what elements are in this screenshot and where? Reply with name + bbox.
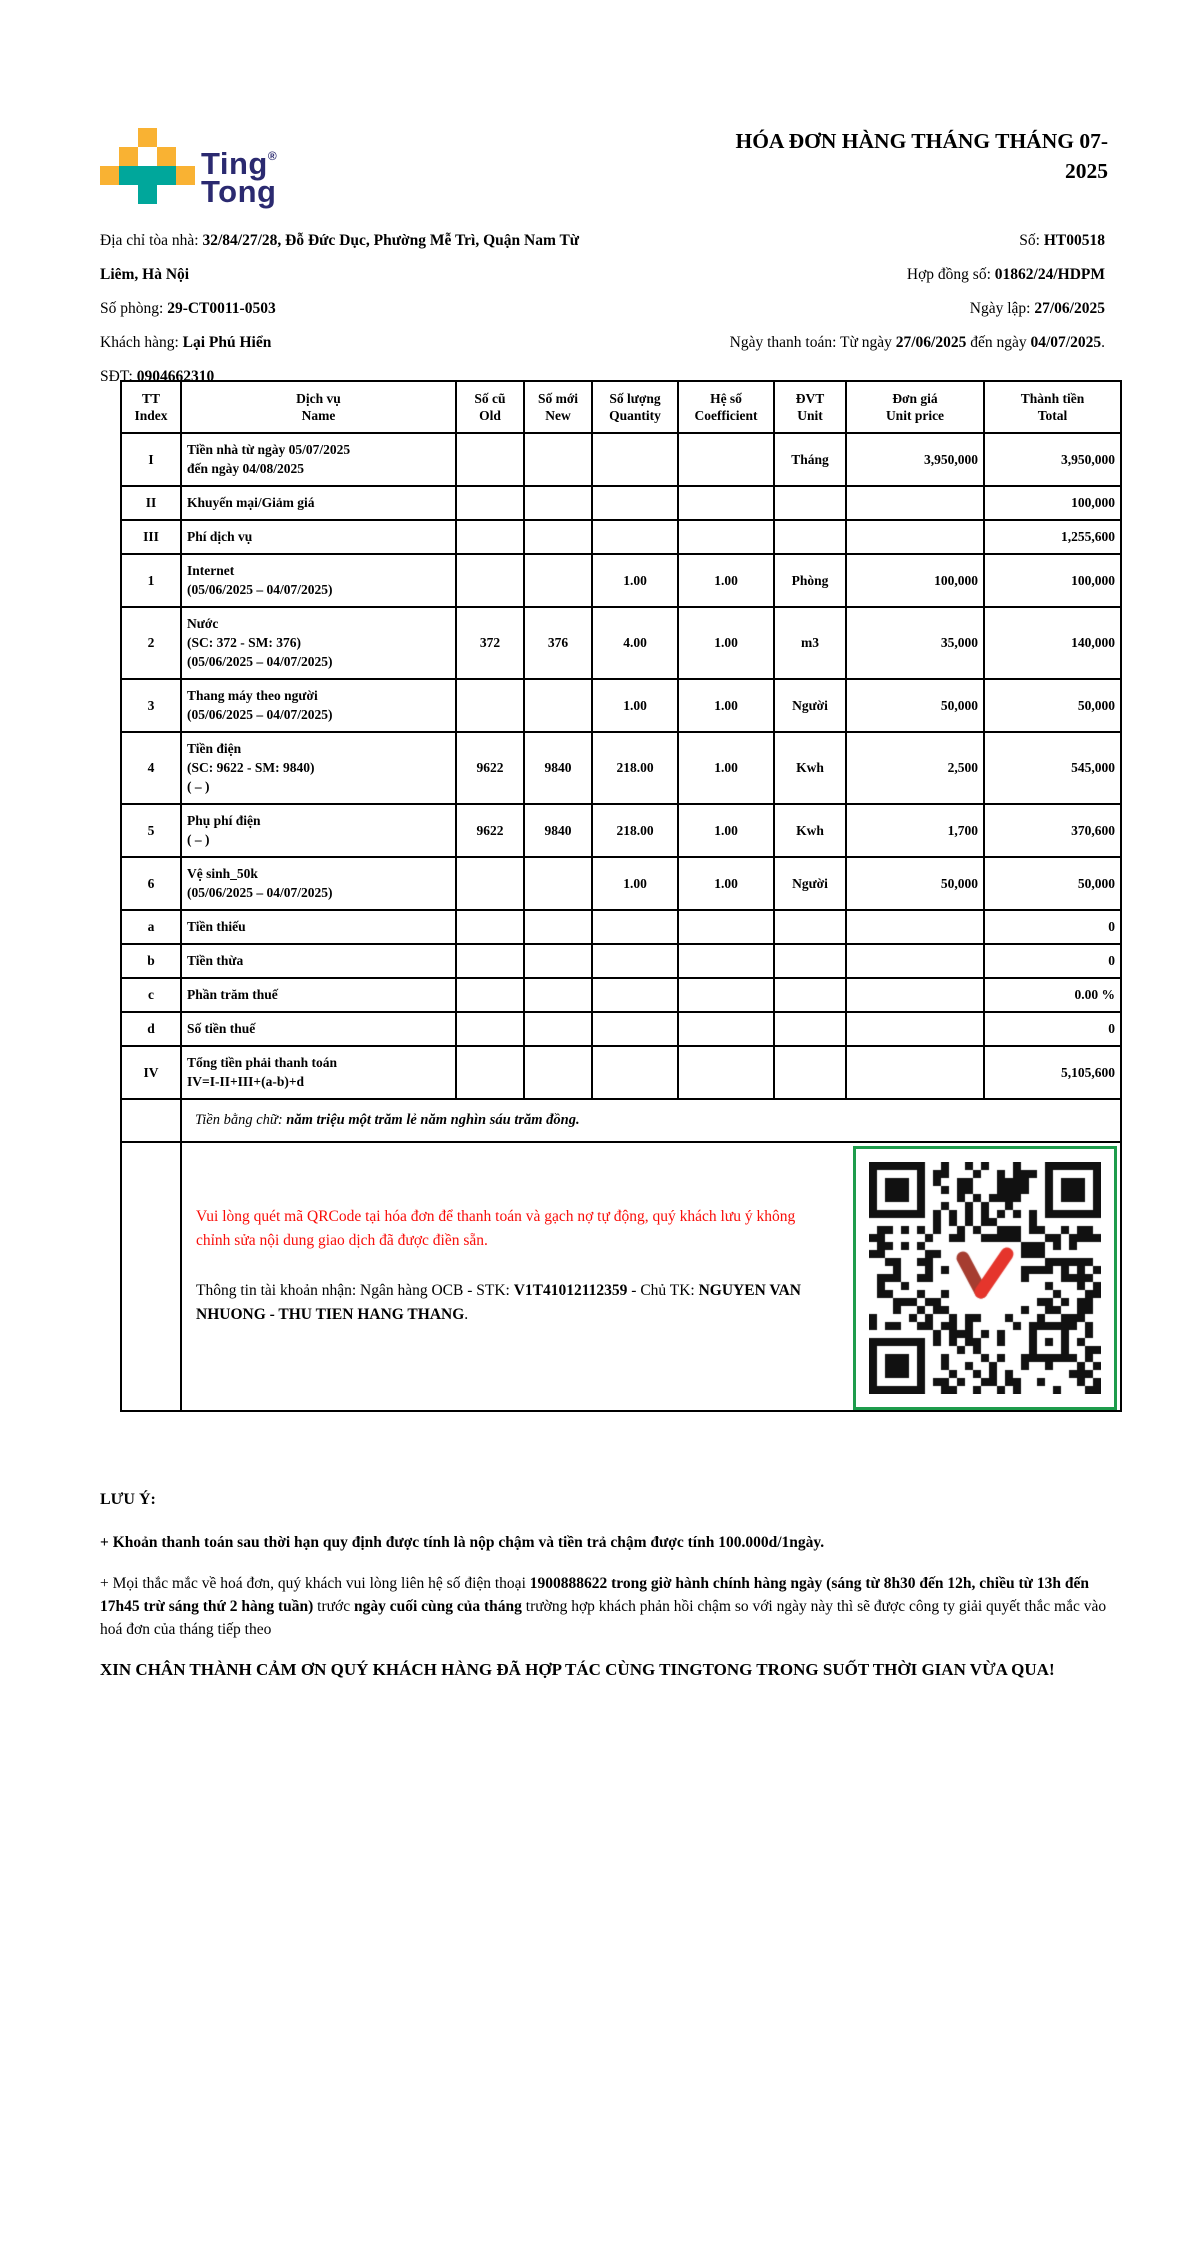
closing-thanks: XIN CHÂN THÀNH CẢM ƠN QUÝ KHÁCH HÀNG ĐÃ HỢP TÁC CÙNG TINGTONG TRONG SUỐT THỜI GIAN VỪA QUA! bbox=[100, 1660, 1055, 1679]
col-name: Dịch vụ Name bbox=[181, 381, 456, 433]
table-row: II Khuyến mại/Giảm giá 100,000 bbox=[121, 486, 1121, 520]
issue-date: Ngày lập: 27/06/2025 bbox=[969, 300, 1105, 317]
note-late-payment: + Khoản thanh toán sau thời hạn quy định được tính là nộp chậm và tiền trả chậm được tính 100.000d/1ngày. bbox=[100, 1534, 825, 1551]
table-row: c Phần trăm thuế 0.00 % bbox=[121, 978, 1121, 1012]
invoice-number: Số: HT00518 bbox=[1019, 232, 1105, 249]
table-row: IV Tổng tiền phải thanh toán IV=I-II+III+(a-b)+d 5,105,600 bbox=[121, 1046, 1121, 1099]
amount-in-words-row bbox=[121, 1099, 1121, 1142]
brand-line2: Tong bbox=[201, 174, 277, 209]
invoice-table-body bbox=[121, 433, 1121, 1099]
tingtong-logo-mark bbox=[100, 128, 195, 204]
table-row: 3 Thang máy theo người (05/06/2025 – 04/07/2025) 1.00 1.00 Người 50,000 50,000 bbox=[121, 679, 1121, 732]
registered-mark: ® bbox=[267, 149, 278, 163]
tingtong-logo bbox=[100, 128, 278, 209]
phone-number: SĐT: 0904662310 bbox=[100, 368, 215, 385]
table-row: 6 Vệ sinh_50k (05/06/2025 – 04/07/2025) 1.00 1.00 Người 50,000 50,000 bbox=[121, 857, 1121, 910]
qr-row bbox=[121, 1142, 1121, 1411]
qr-code-box bbox=[853, 1146, 1117, 1410]
table-row: b Tiền thừa 0 bbox=[121, 944, 1121, 978]
qr-note: Vui lòng quét mã QRCode tại hóa đơn để thanh toán và gạch nợ tự động, quý khách lưu ý không chỉnh sửa nội dung giao dịch đã được điền sẵn. bbox=[196, 1208, 796, 1249]
invoice-info bbox=[100, 224, 1105, 394]
amount-in-words: Tiền bằng chữ: năm triệu một trăm lẻ năm nghìn sáu trăm đồng. bbox=[181, 1099, 1121, 1142]
tingtong-wordmark bbox=[201, 142, 278, 209]
table-row: a Tiền thiếu 0 bbox=[121, 910, 1121, 944]
col-index: TT Index bbox=[121, 381, 181, 433]
table-row: 1 Internet (05/06/2025 – 04/07/2025) 1.00 1.00 Phòng 100,000 100,000 bbox=[121, 554, 1121, 607]
col-old: Số cũ Old bbox=[456, 381, 524, 433]
invoice-table bbox=[120, 380, 1122, 1412]
info-right bbox=[587, 224, 1105, 394]
notes-title: LƯU Ý: bbox=[100, 1491, 156, 1508]
col-unit: ĐVT Unit bbox=[774, 381, 846, 433]
table-row: 4 Tiền điện (SC: 9622 - SM: 9840) ( – ) 9622 9840 218.00 1.00 Kwh 2,500 545,000 bbox=[121, 732, 1121, 804]
col-new: Số mới New bbox=[524, 381, 592, 433]
col-unit-price: Đơn giá Unit price bbox=[846, 381, 984, 433]
customer-name: Khách hàng: Lại Phú Hiển bbox=[100, 334, 272, 351]
qr-code bbox=[869, 1162, 1101, 1394]
brand-line1: Ting bbox=[201, 146, 268, 181]
contract-number: Hợp đồng số: 01862/24/HDPM bbox=[906, 266, 1105, 283]
building-address: Địa chỉ tòa nhà: 32/84/27/28, Đỗ Đức Dục, Phường Mễ Trì, Quận Nam Từ Liêm, Hà Nội bbox=[100, 232, 580, 283]
footer-notes bbox=[100, 1488, 1108, 1682]
account-info: Thông tin tài khoản nhận: Ngân hàng OCB - STK: V1T41012112359 - Chủ TK: NGUYEN VAN NHUONG - THU TIEN HANG THANG. bbox=[196, 1282, 801, 1323]
note-contact: + Mọi thắc mắc về hoá đơn, quý khách vui lòng liên hệ số điện thoại 1900888622 trong giờ hành chính hàng ngày (sáng từ 8h30 đến 12h, chiều từ 13h đến 17h45 trừ sáng thứ 2 hàng tuần) trước ngày cuối cùng của tháng trường hợp khách phản hồi chậm so với ngày này thì sẽ được công ty giải quyết thắc mắc vào hoá đơn của tháng tiếp theo bbox=[100, 1575, 1107, 1638]
col-total: Thành tiền Total bbox=[984, 381, 1121, 433]
col-quantity: Số lượng Quantity bbox=[592, 381, 678, 433]
table-row: I Tiền nhà từ ngày 05/07/2025 đến ngày 04/08/2025 Tháng 3,950,000 3,950,000 bbox=[121, 433, 1121, 486]
table-row: 2 Nước (SC: 372 - SM: 376) (05/06/2025 – 04/07/2025) 372 376 4.00 1.00 m3 35,000 140,000 bbox=[121, 607, 1121, 679]
page-title: HÓA ĐƠN HÀNG THÁNG THÁNG 07- 2025 bbox=[735, 129, 1108, 183]
payment-instructions bbox=[182, 1143, 824, 1327]
col-coefficient: Hệ số Coefficient bbox=[678, 381, 774, 433]
table-header-row bbox=[121, 381, 1121, 433]
payment-period: Ngày thanh toán: Từ ngày 27/06/2025 đến ngày 04/07/2025. bbox=[729, 334, 1105, 351]
table-row: III Phí dịch vụ 1,255,600 bbox=[121, 520, 1121, 554]
table-row: d Số tiền thuế 0 bbox=[121, 1012, 1121, 1046]
table-row: 5 Phụ phí điện ( – ) 9622 9840 218.00 1.00 Kwh 1,700 370,600 bbox=[121, 804, 1121, 857]
info-left bbox=[100, 224, 587, 394]
room-number: Số phòng: 29-CT0011-0503 bbox=[100, 300, 276, 317]
